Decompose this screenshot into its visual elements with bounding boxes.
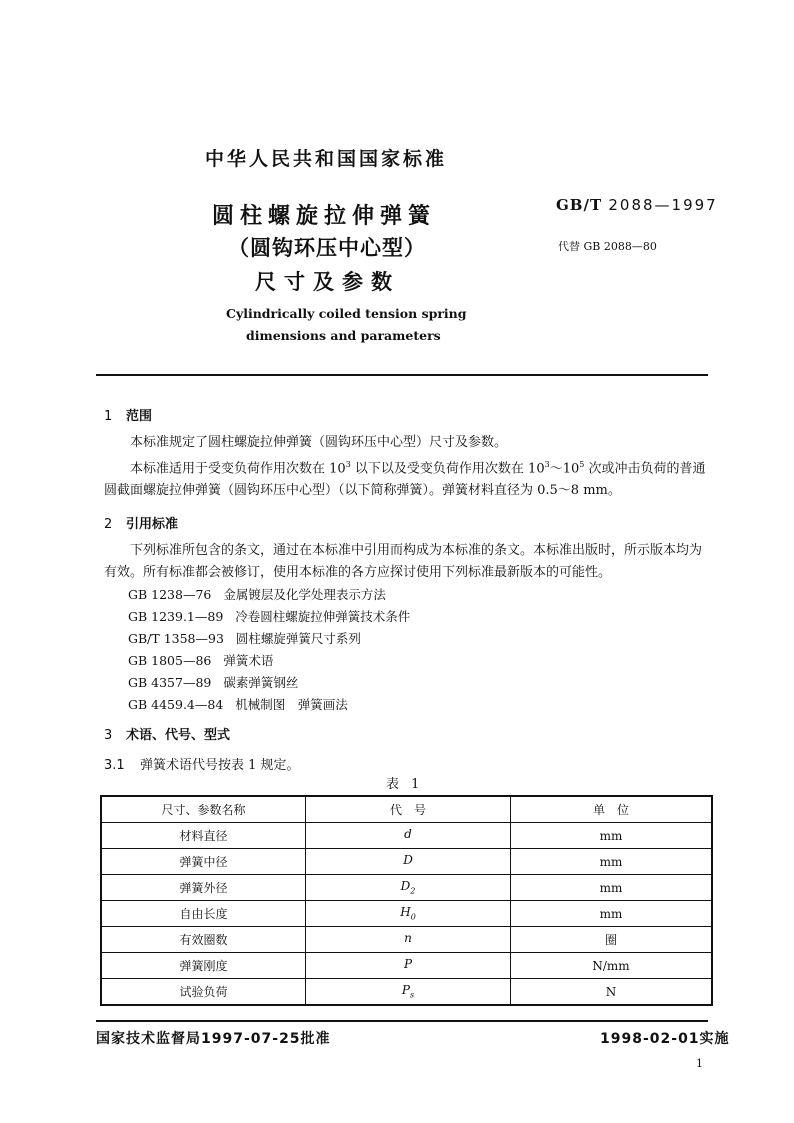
- cell-unit: mm: [511, 823, 713, 849]
- reference-code: GB 4459.4—84: [128, 697, 224, 712]
- reference-item: [128, 695, 348, 713]
- approval-date: 国家技术监督局1997-07-25批准: [96, 1031, 331, 1047]
- cell-unit: N: [511, 979, 713, 1006]
- reference-item: [128, 629, 361, 647]
- s1p2-exp1: 3: [345, 460, 351, 469]
- cell-name: 弹簧刚度: [101, 953, 306, 979]
- reference-title: 机械制图 弹簧画法: [235, 697, 348, 712]
- reference-item: [128, 673, 298, 691]
- s1p2-c: ～10: [549, 461, 580, 477]
- reference-title: 弹簧术语: [223, 653, 274, 668]
- effective-date: 1998-02-01实施: [600, 1031, 730, 1047]
- cell-symbol: $H_0$: [306, 901, 511, 927]
- cell-symbol: $P_s$: [306, 979, 511, 1006]
- header-unit: 单 位: [511, 796, 713, 823]
- page-number: 1: [696, 1057, 703, 1070]
- table1: [100, 795, 713, 1006]
- cell-unit: mm: [511, 875, 713, 901]
- section1-paragraph1: 本标准规定了圆柱螺旋拉伸弹簧（圆钩环压中心型）尺寸及参数。: [130, 435, 508, 450]
- document-title-line2: （圆钩环压中心型）: [228, 235, 426, 260]
- header-name: 尺寸、参数名称: [101, 796, 306, 823]
- subsection-3-1: [104, 754, 300, 773]
- section1-paragraph2: [104, 454, 712, 502]
- reference-title: 冷卷圆柱螺旋拉伸弹簧技术条件: [235, 609, 411, 624]
- table-row: [101, 901, 712, 927]
- section3-number: 3: [104, 728, 113, 743]
- reference-title: 金属镀层及化学处理表示方法: [223, 587, 386, 602]
- table-row: [101, 875, 712, 901]
- table-row: [101, 849, 712, 875]
- cell-name: 试验负荷: [101, 979, 306, 1006]
- reference-code: GB/T 1358—93: [128, 631, 224, 646]
- reference-title: 碳素弹簧钢丝: [223, 675, 299, 690]
- section1-number: 1: [104, 409, 113, 424]
- section2-paragraph: 下列标准所包含的条文，通过在本标准中引用而构成为本标准的条文。本标准出版时，所示版本均为有效。所有标准都会被修订，使用本标准的各方应探讨使用下列标准最新版本的可能性。: [104, 543, 703, 580]
- cell-unit: N/mm: [511, 953, 713, 979]
- reference-code: GB 1805—86: [128, 653, 212, 668]
- standard-code: [556, 196, 718, 214]
- cell-name: 有效圈数: [101, 927, 306, 953]
- table-row: [101, 953, 712, 979]
- table-caption: 表 1: [386, 777, 424, 792]
- subsection-text: 弹簧术语代号按表 1 规定。: [140, 758, 300, 773]
- s1p2-exp3: 5: [579, 460, 585, 469]
- section1-title: 范围: [126, 409, 153, 424]
- cell-unit: mm: [511, 901, 713, 927]
- reference-code: GB 4357—89: [128, 675, 212, 690]
- subsection-number: 3.1: [104, 758, 125, 773]
- s1p2-b: 以下以及受变负荷作用次数在 10: [350, 461, 545, 477]
- s1p2-a: 本标准适用于受变负荷作用次数在 10: [130, 461, 346, 477]
- header-symbol: 代 号: [306, 796, 511, 823]
- replaces-note: 代替 GB 2088—80: [558, 240, 657, 253]
- standard-code-prefix: GB/T: [556, 196, 603, 214]
- section2-number: 2: [104, 517, 113, 532]
- cell-name: 材料直径: [101, 823, 306, 849]
- s1p2-d: 次或冲击负荷的普通圆截面螺旋拉伸弹簧（圆钩环压中心型）（以下简称弹簧）。弹簧材料直径为 0.5～8 mm。: [104, 461, 706, 499]
- reference-item: [128, 607, 410, 625]
- reference-item: [128, 651, 273, 669]
- s1p2-exp2: 3: [544, 460, 550, 469]
- section1-heading: [104, 405, 152, 424]
- cell-symbol: $D_2$: [306, 875, 511, 901]
- cell-name: 自由长度: [101, 901, 306, 927]
- reference-item: [128, 585, 386, 603]
- section2-title: 引用标准: [126, 517, 179, 532]
- cell-symbol: d: [306, 823, 511, 849]
- document-title-line3: 尺寸及参数: [255, 269, 400, 294]
- header-divider: [96, 374, 708, 376]
- cell-symbol: P: [306, 953, 511, 979]
- section3-heading: [104, 724, 230, 743]
- reference-title: 圆柱螺旋弹簧尺寸系列: [235, 631, 361, 646]
- cell-symbol: D: [306, 849, 511, 875]
- reference-code: GB 1239.1—89: [128, 609, 224, 624]
- table-header-row: [101, 796, 712, 823]
- cell-name: 弹簧外径: [101, 875, 306, 901]
- table-row: [101, 823, 712, 849]
- footer-divider: [96, 1020, 708, 1022]
- cell-symbol: n: [306, 927, 511, 953]
- cell-unit: mm: [511, 849, 713, 875]
- document-title-line1: 圆柱螺旋拉伸弹簧: [212, 203, 437, 229]
- section2-heading: [104, 513, 178, 532]
- english-title-line1: Cylindrically coiled tension spring: [226, 306, 467, 321]
- cell-name: 弹簧中径: [101, 849, 306, 875]
- standard-code-number: 2088—1997: [608, 196, 718, 214]
- reference-code: GB 1238—76: [128, 587, 212, 602]
- section3-title: 术语、代号、型式: [126, 728, 231, 743]
- table-row: [101, 979, 712, 1006]
- national-standard-heading: 中华人民共和国国家标准: [205, 148, 448, 170]
- cell-unit: 圈: [511, 927, 713, 953]
- table-row: [101, 927, 712, 953]
- english-title-line2: dimensions and parameters: [246, 328, 441, 343]
